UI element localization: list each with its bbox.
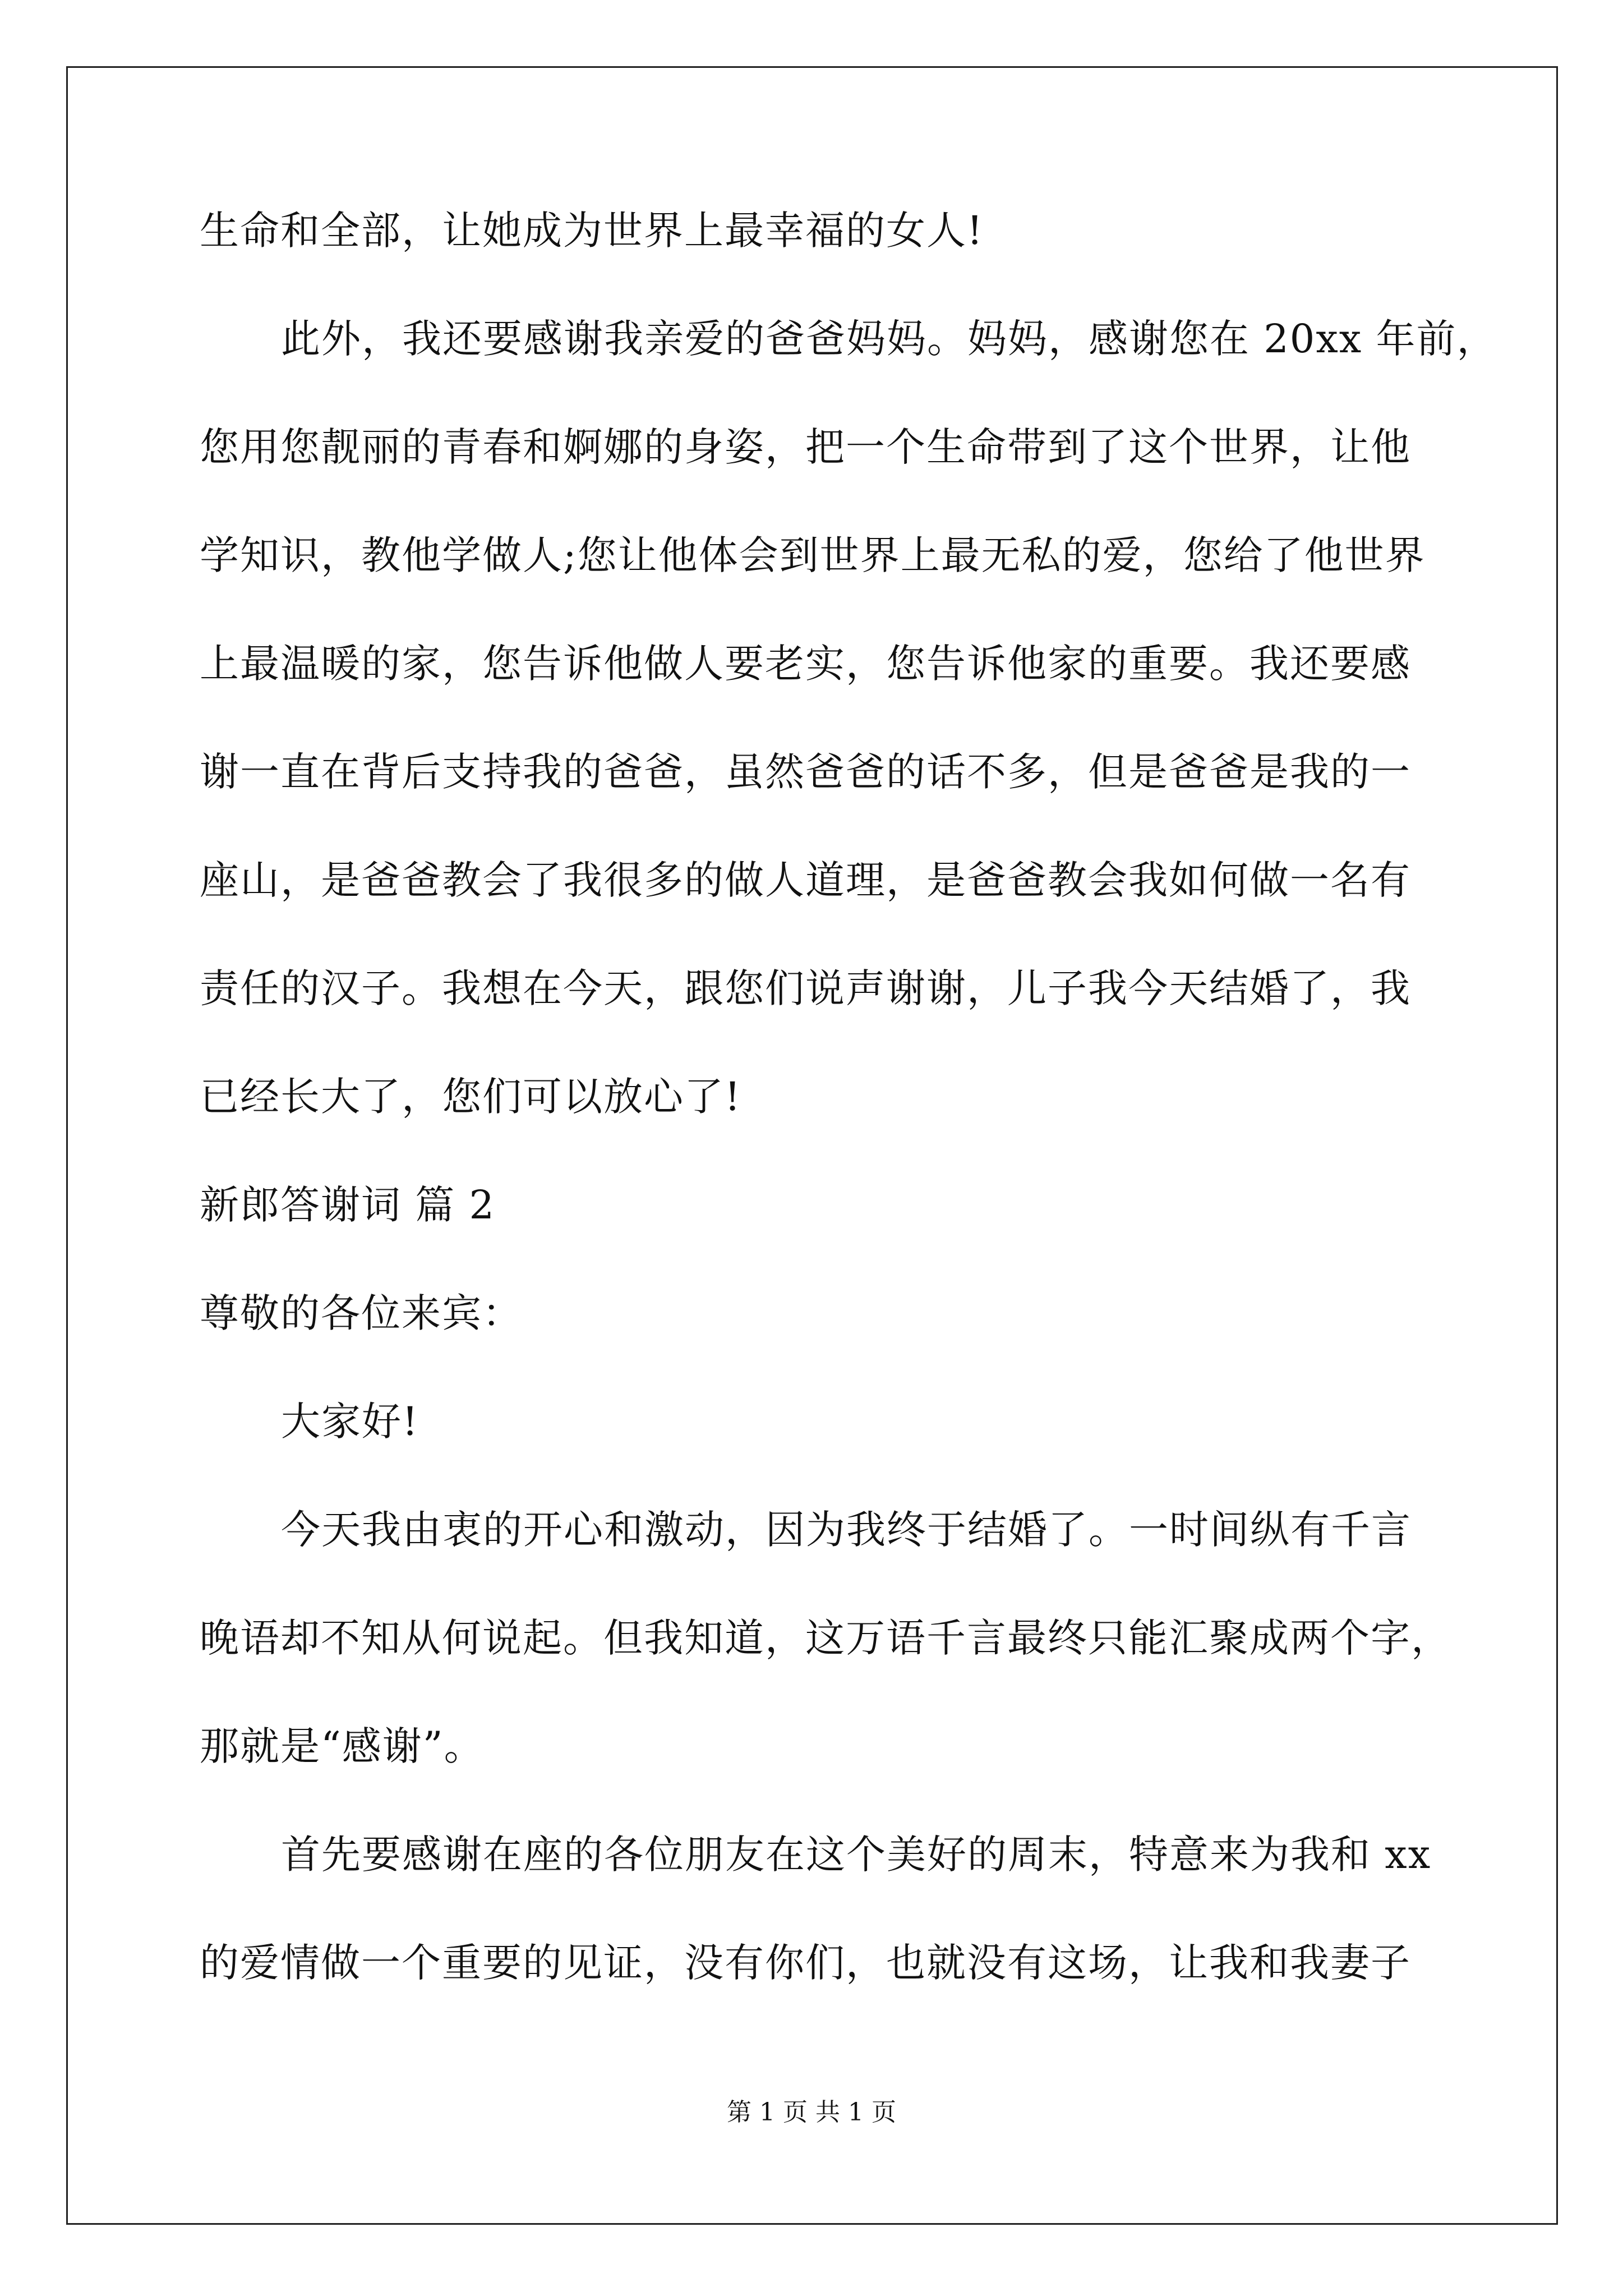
text-line: 晚语却不知从何说起。但我知道，这万语千言最终只能汇聚成两个字， bbox=[200, 1615, 1451, 1661]
text-line: 今天我由衷的开心和激动，因为我终于结婚了。一时间纵有千言 bbox=[281, 1507, 1412, 1553]
text-line: 上最温暖的家，您告诉他做人要老实，您告诉他家的重要。我还要感 bbox=[200, 641, 1411, 687]
text-line: 那就是“感谢”。 bbox=[200, 1723, 485, 1769]
text-line: 谢一直在背后支持我的爸爸，虽然爸爸的话不多，但是爸爸是我的一 bbox=[200, 749, 1411, 795]
greeting: 大家好! bbox=[281, 1398, 419, 1444]
text-line: 您用您靓丽的青春和婀娜的身姿，把一个生命带到了这个世界，让他 bbox=[200, 424, 1411, 470]
page-border bbox=[66, 66, 1558, 2225]
text-line: 首先要感谢在座的各位朋友在这个美好的周末，特意来为我和 xx bbox=[281, 1832, 1432, 1878]
page-footer: 第 1 页 共 1 页 bbox=[727, 2098, 896, 2127]
text-line: 责任的汉子。我想在今天，跟您们说声谢谢，儿子我今天结婚了，我 bbox=[200, 965, 1411, 1011]
salutation: 尊敬的各位来宾： bbox=[200, 1290, 523, 1336]
text-line: 此外，我还要感谢我亲爱的爸爸妈妈。妈妈，感谢您在 20xx 年前， bbox=[281, 316, 1497, 362]
text-line: 学知识，教他学做人;您让他体会到世界上最无私的爱，您给了他世界 bbox=[200, 532, 1426, 578]
section-heading: 新郎答谢词 篇 2 bbox=[200, 1182, 496, 1228]
text-line: 生命和全部，让她成为世界上最幸福的女人! bbox=[200, 208, 984, 254]
text-line: 座山，是爸爸教会了我很多的做人道理，是爸爸教会我如何做一名有 bbox=[200, 857, 1411, 903]
text-line: 的爱情做一个重要的见证，没有你们，也就没有这场，让我和我妻子 bbox=[200, 1940, 1411, 1986]
text-line: 已经长大了，您们可以放心了! bbox=[200, 1074, 742, 1120]
